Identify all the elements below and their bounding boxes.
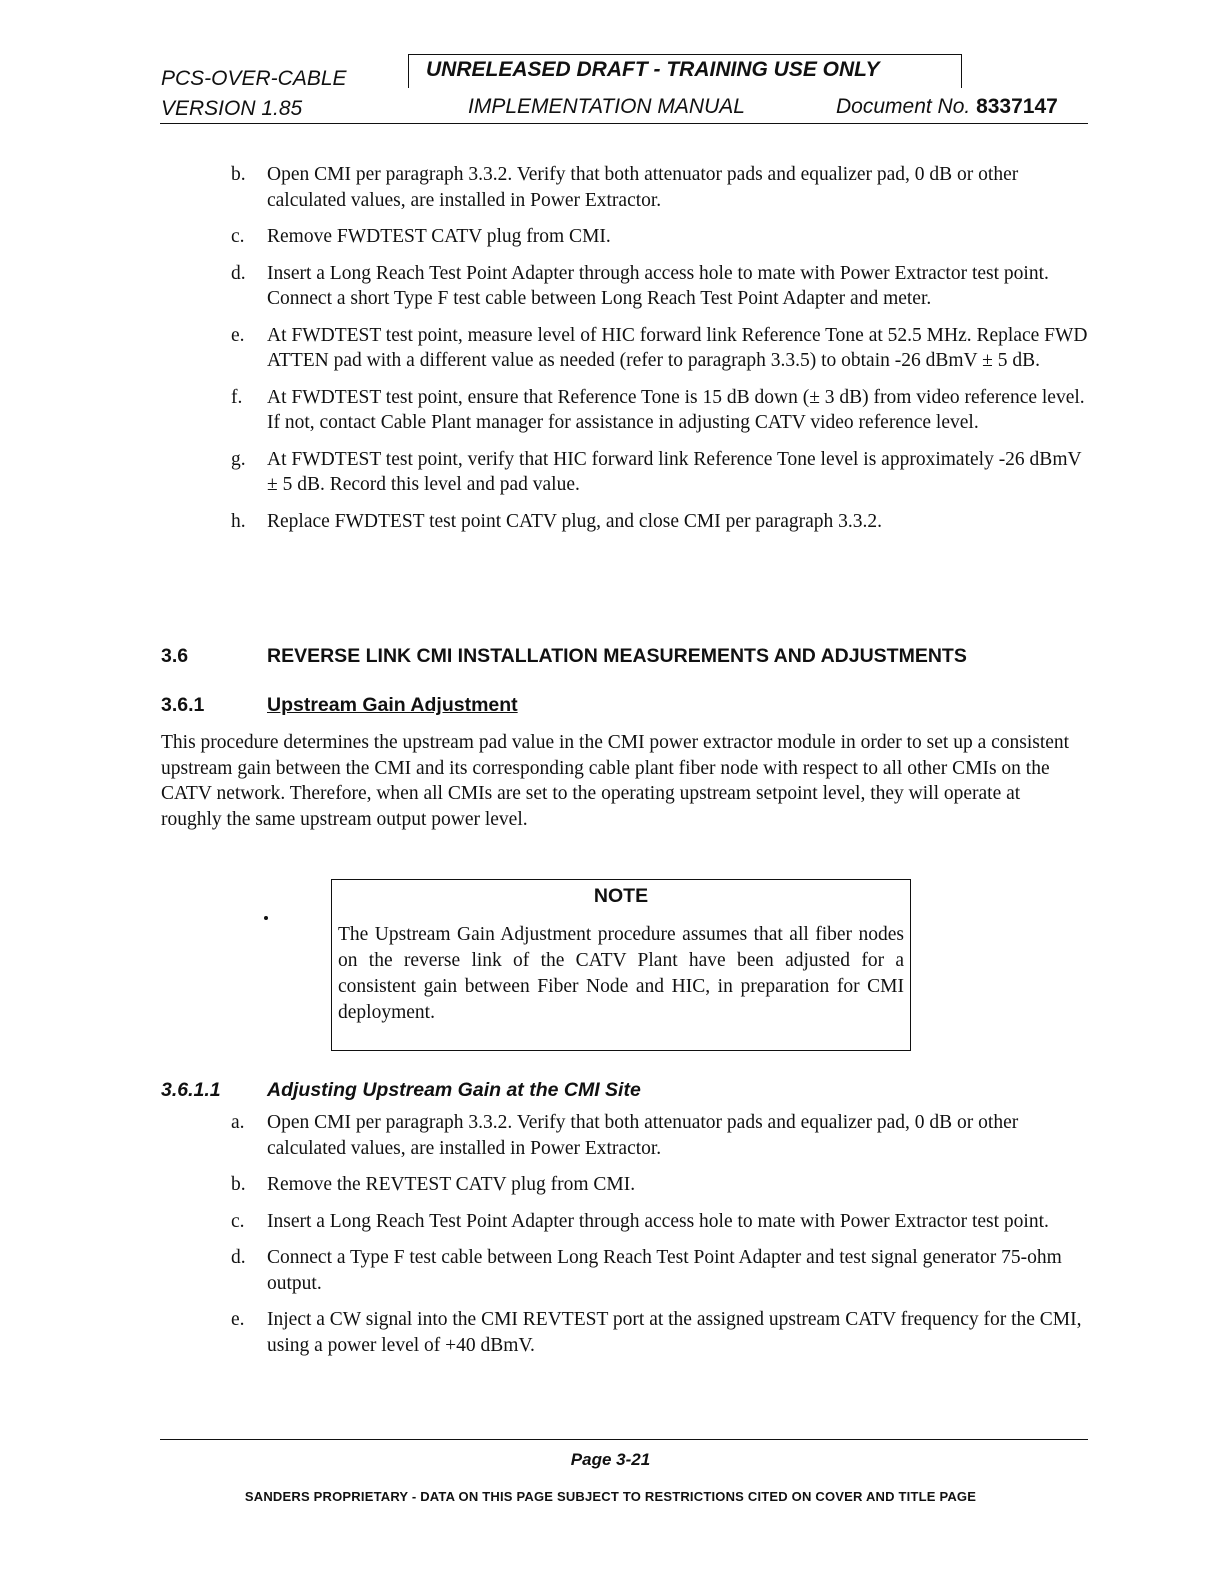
note-title: NOTE [593,885,649,907]
list-item [231,1209,1091,1235]
list-item [231,447,1091,498]
step-text: At FWDTEST test point, verify that HIC forward link Reference Tone level is approximately -26 dBmV ± 5 dB. Record this level and pad value. [267,448,1082,495]
step-text: Remove FWDTEST CATV plug from CMI. [267,226,611,247]
section-title: Upstream Gain Adjustment [267,694,518,716]
list-item [231,323,1091,374]
step-text: Open CMI per paragraph 3.3.2. Verify that both attenuator pads and equalizer pad, 0 dB or other calculated values, are installed in Power Extractor. [267,164,1019,211]
step-marker: c. [231,226,245,247]
step-text: Insert a Long Reach Test Point Adapter through access hole to mate with Power Extractor test point. [267,1210,1049,1232]
step-text: Open CMI per paragraph 3.3.2. Verify that both attenuator pads and equalizer pad, 0 dB or other calculated values, are installed in Power Extractor. [267,1112,1019,1159]
step-marker: g. [231,448,246,470]
draft-banner: UNRELEASED DRAFT - TRAINING USE ONLY [426,58,880,81]
step-text: Insert a Long Reach Test Point Adapter through access hole to mate with Power Extractor test point. Connect a short Type F test cable between Long Reach Test Point Adapter and meter. [267,262,1049,309]
section-number: 3.6.1 [161,694,205,716]
step-marker: e. [231,324,245,346]
list-item [231,1307,1091,1358]
procedure-steps-top [231,162,1091,545]
step-marker: f. [231,386,243,408]
list-item [231,385,1091,436]
step-marker: b. [231,1174,246,1195]
manual-title: IMPLEMENTATION MANUAL [468,95,745,118]
section-title: REVERSE LINK CMI INSTALLATION MEASUREMENTS AND ADJUSTMENTS [267,645,967,667]
section-number: 3.6 [161,645,189,667]
note-text: The Upstream Gain Adjustment procedure assumes that all fiber nodes on the reverse link of the CATV Plant have been adjusted for a consistent gain between Fiber Node and HIC, in preparation for CMI deployment. [338,924,904,1023]
procedure-steps-bottom [231,1110,1091,1369]
step-text: Connect a Type F test cable between Long Reach Test Point Adapter and test signal generator 75-ohm output. [267,1247,1062,1294]
step-text: Replace FWDTEST test point CATV plug, and close CMI per paragraph 3.3.2. [267,510,883,532]
list-item [231,1172,1091,1198]
step-marker: h. [231,510,246,532]
step-marker: c. [231,1210,245,1232]
step-marker: d. [231,262,246,284]
list-item [231,1245,1091,1296]
list-item [231,509,1091,535]
note-box [331,879,911,1051]
product-name: PCS-OVER-CABLE [161,67,347,90]
list-item [231,1110,1091,1161]
header-divider [160,123,1088,124]
list-item [231,224,1091,250]
section-number: 3.6.1.1 [161,1079,221,1101]
step-marker: b. [231,164,246,185]
stray-dot [264,916,268,920]
step-text: Inject a CW signal into the CMI REVTEST port at the assigned upstream CATV frequency for the CMI, using a power level of +40 dBmV. [267,1309,1082,1356]
proprietary-notice: SANDERS PROPRIETARY - DATA ON THIS PAGE SUBJECT TO RESTRICTIONS CITED ON COVER AND TITLE PAGE [244,1489,977,1504]
section-paragraph: This procedure determines the upstream pad value in the CMI power extractor module in order to set up a consistent upstream gain between the CMI and its corresponding cable plant fiber node with respect to all other CMIs on the CATV network. Therefore, when all CMIs are set to the operating upstream setpoint level, they will operate at roughly the same upstream output power level. [161,732,1070,830]
doc-number-value: 8337147 [976,95,1058,118]
list-item [231,261,1091,312]
document-number [836,95,1058,119]
footer-divider [160,1439,1088,1440]
step-marker: d. [231,1247,246,1268]
step-text: At FWDTEST test point, measure level of HIC forward link Reference Tone at 52.5 MHz. Replace FWD ATTEN pad with a different value as needed (refer to paragraph 3.3.5) to obtain -26 dBmV ± 5 dB. [267,324,1088,371]
header-left [161,64,347,124]
product-version: VERSION 1.85 [161,97,303,120]
list-item [231,162,1091,213]
doc-label: Document No. [836,95,971,118]
section-title: Adjusting Upstream Gain at the CMI Site [267,1079,641,1101]
step-marker: e. [231,1309,245,1330]
step-marker: a. [231,1112,245,1133]
step-text: Remove the REVTEST CATV plug from CMI. [267,1174,636,1195]
page-number: Page 3-21 [570,1450,651,1469]
step-text: At FWDTEST test point, ensure that Reference Tone is 15 dB down (± 3 dB) from video reference level. If not, contact Cable Plant manager for assistance in adjusting CATV video reference level. [267,386,1085,433]
